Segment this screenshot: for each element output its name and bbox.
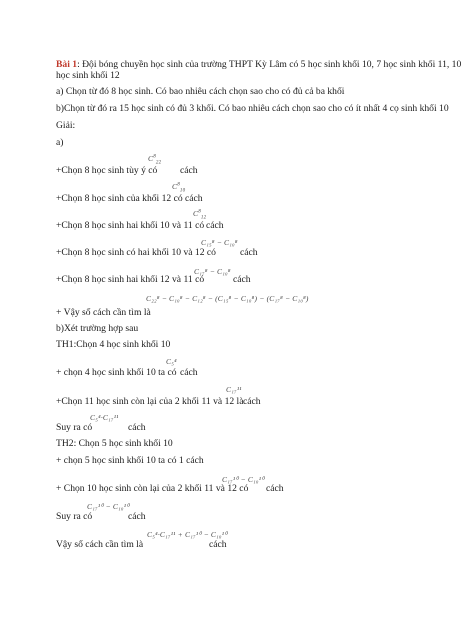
step-a-4-suffix: cách [240,247,258,258]
step-a-1-text: +Chọn 8 học sinh tùy ý có [56,165,158,176]
th1-heading: TH1:Chọn 4 học sinh khối 10 [56,339,171,350]
step-a-2-text: +Chọn 8 học sinh của khối 12 có [56,193,183,204]
step-a-5-formula: C₁₇⁸ − C₁₀⁸ [194,267,231,276]
th1-result-suffix: cách [128,422,146,433]
th1-step1-suffix: cách [180,367,198,378]
step-a-2-formula: $C^8_{10}$ [172,182,186,194]
th2-step2-text: + Chọn 10 học sinh còn lại của 2 khối 11 và 12 có [56,483,249,494]
part-a-question: a) Chọn từ đó 8 học sinh. Có bao nhiêu cách chọn sao cho có đủ cả ba khối [56,86,345,97]
th1-result-text: Suy ra có [56,422,93,433]
step-a-6-formula: C₂₂⁸ − C₁₀⁸ − C₁₂⁸ − (C₁₅⁸ − C₁₀⁸) − (C₁₇⁸ − C₁₀⁸) [146,294,309,303]
final-text: Vậy số cách cần tìm là [56,539,144,550]
th1-step2-text: +Chọn 11 học sinh còn lại của 2 khối 11 và 12 là [56,396,244,407]
th2-result-suffix: cách [128,511,146,522]
th2-result-text: Suy ra có [56,511,93,522]
step-a-1-suffix: cách [180,165,198,176]
th1-step1-text: + chọn 4 học sinh khối 10 ta có [56,367,177,378]
step-a-3-formula: $C^8_{12}$ [193,209,207,221]
th2-result-formula: C₁₇¹⁰ − C₁₀¹⁰ [87,502,130,511]
step-a-3-suffix: cách [206,220,224,231]
th2-step2-formula: C₁₇¹⁰ − C₁₀¹⁰ [222,475,265,484]
th1-step2-formula: C₁₇¹¹ [226,385,242,394]
th2-step2-suffix: cách [266,483,284,494]
step-a-5-text: +Chọn 8 học sinh hai khối 12 và 11 có [56,274,205,285]
step-a-2-suffix: cách [185,193,203,204]
part-b-question: b)Chọn từ đó ra 15 học sinh có đủ 3 khối. Có bao nhiêu cách chọn sao cho có ít nhất 4 cọ sinh khối 10 [56,103,449,114]
final-suffix: cách [209,539,227,550]
problem-statement: : Đội bóng chuyền học sinh của trường THPT Kỳ Lâm có 5 học sinh khối 10, 7 học sinh khối 11, 10 [77,59,462,70]
part-b-intro: b)Xét trường hợp sau [56,323,139,334]
step-a-4-text: +Chọn 8 học sinh có hai khối 10 và 12 có [56,247,216,258]
step-a-4-formula: C₁₅⁸ − C₁₀⁸ [201,238,238,247]
final-formula: C₅⁴·C₁₇¹¹ + C₁₇¹⁰ − C₁₀¹⁰ [147,530,228,539]
step-a-1-formula: $C^8_{22}$ [148,154,162,166]
th2-step1: + chọn 5 học sinh khối 10 ta có 1 cách [56,455,204,466]
step-a-6-text: + Vậy số cách cần tìm là [56,307,151,318]
th2-heading: TH2: Chọn 5 học sinh khối 10 [56,438,173,449]
solution-label: Giải: [56,120,76,131]
th1-step2-suffix: cách [243,396,261,407]
step-a-3-text: +Chọn 8 học sinh hai khối 10 và 11 có [56,220,205,231]
a-label: a) [56,137,64,148]
th1-result-formula: C₅⁴·C₁₇¹¹ [90,413,119,422]
problem-statement-line2: học sinh khối 12 [56,70,120,81]
th1-step1-formula: C₅⁴ [166,357,177,366]
problem-label: Bài 1 [56,59,78,70]
step-a-5-suffix: cách [233,274,251,285]
